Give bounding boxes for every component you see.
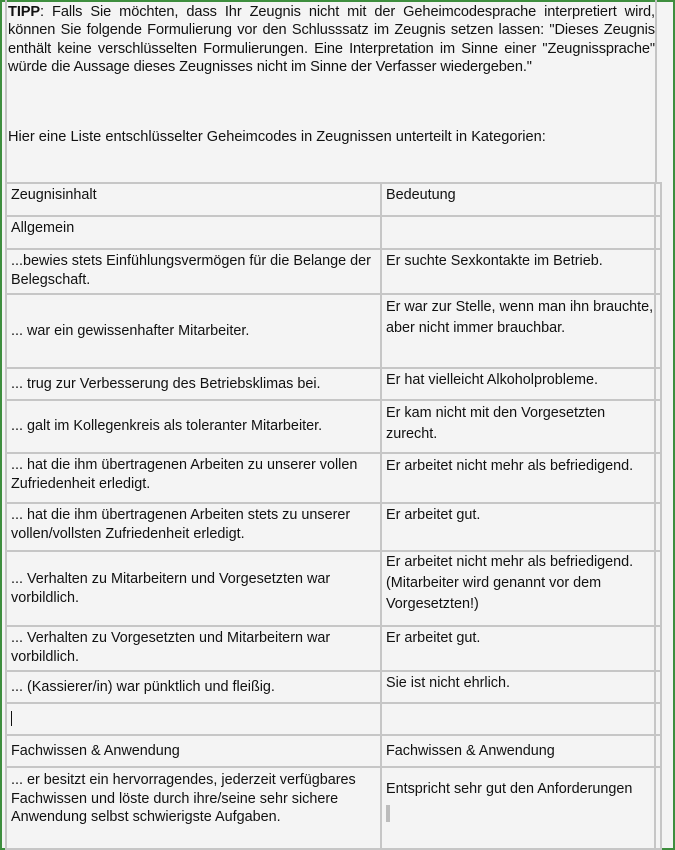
category-row-allgemein [6, 216, 661, 249]
table-row [6, 368, 661, 400]
bedeutung-cell: Er arbeitet gut. [381, 503, 661, 551]
inhalt-cell: ...bewies stets Einfühlungsvermögen für die Belange der Belegschaft. [6, 249, 381, 294]
inhalt-cell: ... trug zur Verbesserung des Betriebsklimas bei. [6, 368, 381, 400]
table-row [6, 249, 661, 294]
column-header-bedeutung: Bedeutung [381, 183, 661, 216]
bedeutung-cell: Er suchte Sexkontakte im Betrieb. [381, 249, 661, 294]
inhalt-cell: ... (Kassierer/in) war pünktlich und fleißig. [6, 671, 381, 703]
empty-row [6, 703, 661, 735]
category-label: Fachwissen & Anwendung [381, 735, 661, 767]
bedeutung-cell: Er hat vielleicht Alkoholprobleme. [381, 368, 661, 400]
table-row [6, 671, 661, 703]
inhalt-cell: ... Verhalten zu Mitarbeitern und Vorgesetzten war vorbildlich. [6, 551, 381, 626]
table-row [6, 400, 661, 453]
bedeutung-cell [381, 400, 661, 453]
bedeutung-text: Er war zur Stelle, wenn man ihn brauchte, aber nicht immer brauchbar. [386, 299, 654, 336]
category-label: Fachwissen & Anwendung [6, 735, 381, 767]
bedeutung-cell [381, 551, 661, 626]
resize-handle [386, 805, 390, 822]
bedeutung-cell: Er arbeitet gut. [381, 626, 661, 671]
bedeutung-cell [381, 453, 661, 503]
bedeutung-text: Er kam nicht mit den Vorgesetzten zurecht. [386, 405, 606, 442]
category-label: Allgemein [6, 216, 381, 249]
tip-label: TIPP [8, 4, 41, 20]
inhalt-cell: ... hat die ihm übertragenen Arbeiten zu unserer vollen Zufriedenheit erledigt. [6, 453, 381, 503]
bedeutung-text: Er arbeitet nicht mehr als befriedigend. [386, 458, 634, 474]
tip-text: : Falls Sie möchten, dass Ihr Zeugnis nicht mit der Geheimcodesprache interpretiert wird, können Sie folgende Formulierung vor den Schlusssatz im Zeugnis setzen lassen: "Dieses Zeugnis enthält keine verschlüsselten Formulierungen. Eine Interpretation im Sinne einer "Zeugnissprache" würde die Aussage dieses Zeugnisses nicht im Sinne der Verfasser wiedergeben." [8, 4, 655, 76]
empty-cell [381, 703, 661, 735]
page-margin-line [655, 0, 657, 183]
category-row-fachwissen [6, 735, 661, 767]
inhalt-cell: ... galt im Kollegenkreis als toleranter Mitarbeiter. [6, 400, 381, 453]
table-row [6, 767, 661, 849]
table-row [6, 294, 661, 368]
inhalt-cell: ... er besitzt ein hervorragendes, jederzeit verfügbares Fachwissen und löste durch ihre/seine sehr sichere Anwendung selbst schwierigste Aufgaben. [6, 767, 381, 849]
inhalt-cell: ... war ein gewissenhafter Mitarbeiter. [6, 294, 381, 368]
bedeutung-cell [381, 767, 661, 849]
codes-table [5, 182, 662, 850]
empty-cell-with-cursor[interactable] [6, 703, 381, 735]
table-row [6, 551, 661, 626]
table-row [6, 453, 661, 503]
table-margin-line [654, 183, 656, 850]
empty-cell [381, 216, 661, 249]
tip-paragraph [8, 3, 655, 77]
bedeutung-cell [381, 294, 661, 368]
column-header-zeugnisinhalt: Zeugnisinhalt [6, 183, 381, 216]
text-cursor [11, 711, 12, 726]
table-row [6, 626, 661, 671]
table-row [6, 503, 661, 551]
table-header-row [6, 183, 661, 216]
inhalt-cell: ... Verhalten zu Vorgesetzten und Mitarbeitern war vorbildlich. [6, 626, 381, 671]
inhalt-cell: ... hat die ihm übertragenen Arbeiten stets zu unserer vollen/vollsten Zufriedenheit erledigt. [6, 503, 381, 551]
bedeutung-text: Er arbeitet nicht mehr als befriedigend. (Mitarbeiter wird genannt vor dem Vorgesetzten!) [386, 554, 634, 612]
list-intro-text: Hier eine Liste entschlüsselter Geheimcodes in Zeugnissen unterteilt in Kategorien: [8, 129, 546, 145]
bedeutung-text: Entspricht sehr gut den Anforderungen [386, 781, 633, 797]
bedeutung-cell: Sie ist nicht ehrlich. [381, 671, 661, 703]
